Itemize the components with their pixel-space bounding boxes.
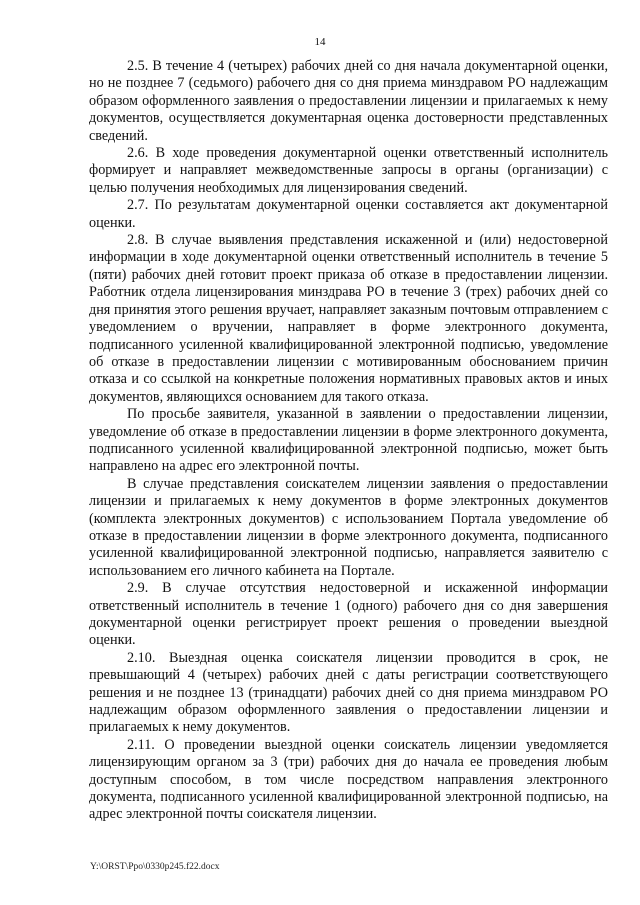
paragraph-2-9: 2.9. В случае отсутствия недостоверной и искаженной информации ответственный исполнитель в течение 1 (одного) рабочего дня со дня завершения документарной оценки регистрирует проект решения о проведении выездной оценки. <box>89 580 608 649</box>
paragraph-2-11: 2.11. О проведении выездной оценки соискатель лицензии уведомляется лицензирующим органом за 3 (три) рабочих дня до начала ее проведения любым доступным способом, в том числе посредством направления электронного документа, подписанного усиленной квалифицированной электронной подписью, на адрес электронной почты соискателя лицензии. <box>89 736 608 823</box>
document-body <box>89 58 608 824</box>
page-number: 14 <box>314 36 326 48</box>
paragraph-2-10: 2.10. Выездная оценка соискателя лицензии проводится в срок, не превышающий 4 (четырех) рабочих дней с даты регистрации соответствующего решения и не позднее 13 (тринадцати) рабочих дней со дня приема минздравом РО надлежащим образом оформленного заявления о предоставлении лицензии и прилагаемых к нему документов. <box>89 649 608 736</box>
paragraph-2-8-portal: В случае представления соискателем лицензии заявления о предоставлении лицензии и прилагаемых к нему документов в форме электронных документов (комплекта электронных документов) с использованием Портала уведомление об отказе в предоставлении лицензии в форме электронного документа, подписанного усиленной квалифицированной электронной подписью, направляется заявителю с использованием его личного кабинета на Портале. <box>89 475 608 579</box>
paragraph-2-7: 2.7. По результатам документарной оценки составляется акт документарной оценки. <box>89 197 608 231</box>
footer-file-path: Y:\ORST\Ppo\0330p245.f22.docx <box>90 862 220 872</box>
paragraph-2-5: 2.5. В течение 4 (четырех) рабочих дней со дня начала документарной оценки, но не позднее 7 (седьмого) рабочего дня со дня приема минздравом РО надлежащим образом оформленного заявления о предоставлении лицензии и прилагаемых к нему документов, осуществляется документарная оценка достоверности представленных сведений. <box>89 58 608 144</box>
paragraph-2-6: 2.6. В ходе проведения документарной оценки ответственный исполнитель формирует и направляет межведомственные запросы в органы (организации) с целью получения необходимых для лицензирования сведений. <box>89 145 608 196</box>
paragraph-2-8-request: По просьбе заявителя, указанной в заявлении о предоставлении лицензии, уведомление об отказе в предоставлении лицензии в форме электронного документа, подписанного усиленной квалифицированной электронной подписью, может быть направлено на адрес его электронной почты. <box>89 406 608 475</box>
paragraph-2-8: 2.8. В случае выявления представления искаженной и (или) недостоверной информации в ходе документарной оценки ответственный исполнитель в течение 5 (пяти) рабочих дней готовит проект приказа об отказе в предоставлении лицензии. Работник отдела лицензирования минздрава РО в течение 3 (трех) рабочих дней со дня принятия этого решения вручает, направляет заказным почтовым отправлением с уведомлением о вручении, направляет в форме электронного документа, подписанного усиленной квалифицированной электронной подписью, уведомление об отказе в предоставлении лицензии с мотивированным обоснованием причин отказа и со ссылкой на конкретные положения нормативных правовых актов и иных документов, являющихся основанием для такого отказа. <box>89 232 608 405</box>
